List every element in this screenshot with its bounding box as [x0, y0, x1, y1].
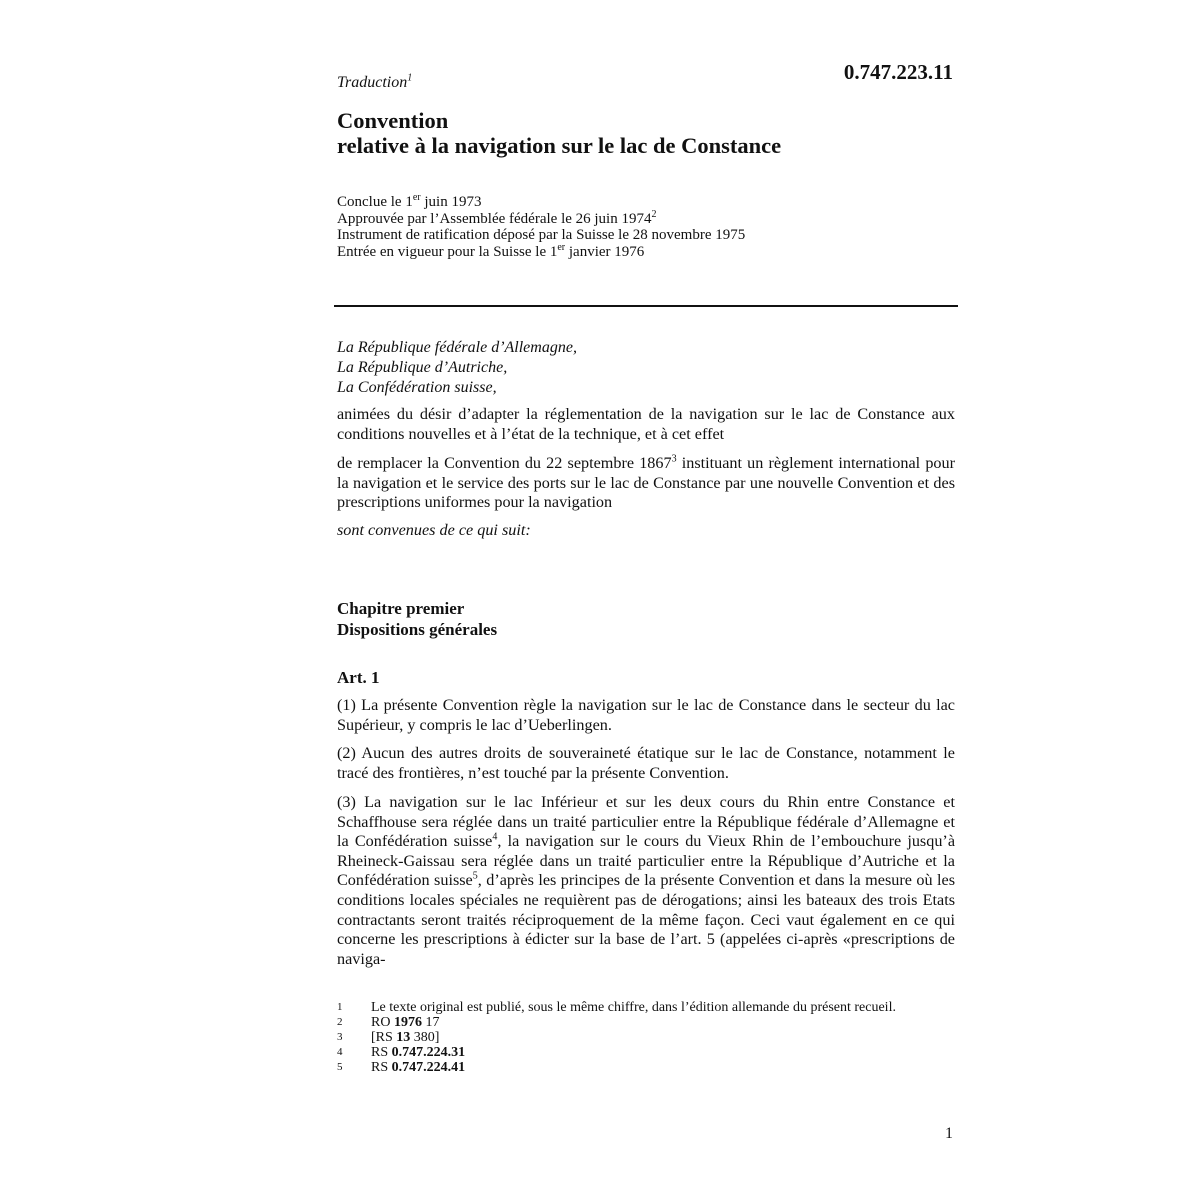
document-metadata [337, 194, 745, 260]
party-switzerland: La Confédération suisse, [337, 379, 497, 396]
approval-date: Approuvée par l’Assemblée fédérale le 26 juin 1974$^2$ [337, 208, 657, 227]
footnote-ref: 3 [671, 453, 677, 465]
ratification-date: Instrument de ratification déposé par la Suisse le 28 novembre 1975 [337, 227, 746, 243]
article-paragraph-3: (3) La navigation sur le lac Inférieur et sur les deux cours du Rhin entre Constance et Schaffhouse sera réglée dans un traité particulier entre la République fédérale d’Allemagne et la Confédération suisse$^4$, la navigation sur le cours du Vieux Rhin de l’embouchure jusqu’à Rheineck-Gaissau sera réglée dans un traité particulier entre la République d’Autriche et la Confédération suisse$^5$, d’après les principes de la présente Convention et dans la mesure où les conditions locales spéciales ne requièrent pas de dérogations; ainsi les bateaux des trois Etats contractants seront traités réciproquement de la même façon. Ceci vaut également en ce qui concerne les prescriptions à édicter sur la base de l’art. 5 (appelées ci-après «prescriptions de naviga- [337, 793, 955, 968]
footnote-ref: 2 [651, 208, 657, 220]
party-germany: La République fédérale d’Allemagne, [337, 339, 577, 356]
chapter-heading [337, 598, 497, 640]
preamble-paragraph-2: de remplacer la Convention du 22 septembre 1867$^3$ instituant un règlement international pour la navigation et le service des ports sur le lac de Constance par une nouvelle Convention et des prescriptions uniformes pour la navigation [337, 453, 955, 512]
article-paragraph-1: (1) La présente Convention règle la navigation sur le lac de Constance dans le secteur du lac Supérieur, y compris le lac d’Ueberlingen. [337, 696, 955, 734]
chapter-title: Dispositions générales [337, 620, 498, 639]
title-line-2: relative à la navigation sur le lac de Constance [337, 133, 782, 158]
sr-number: 0.747.223.11 [843, 60, 953, 84]
footnote: 5 RS 0.747.224.41 [337, 1060, 466, 1075]
conclusion-date: Conclue le 1er juin 1973 [337, 192, 482, 210]
translation-label: Traduction$^1$ [337, 72, 413, 91]
footnote-ref: 4 [492, 831, 498, 843]
preamble-closing: sont convenues de ce qui suit: [337, 521, 531, 539]
footnote: 1 Le texte original est publié, sous le même chiffre, dans l’édition allemande du présent recueil. [337, 1000, 896, 1015]
divider [334, 305, 958, 307]
document-page [337, 0, 957, 1200]
article-heading: Art. 1 [337, 668, 380, 687]
footnote-ref: 5 [472, 870, 478, 882]
contracting-parties [337, 338, 577, 398]
page-number: 1 [945, 1125, 953, 1142]
footnote: 3 [RS 13 380] [337, 1030, 440, 1045]
entry-into-force-date: Entrée en vigueur pour la Suisse le 1er janvier 1976 [337, 241, 645, 260]
party-austria: La République d’Autriche, [337, 359, 508, 376]
footnotes [337, 1000, 937, 1075]
footnote-ref: 1 [407, 72, 413, 84]
title-line-1: Convention [337, 108, 449, 133]
footnote: 4 RS 0.747.224.31 [337, 1045, 466, 1060]
preamble-paragraph-1: animées du désir d’adapter la réglementation de la navigation sur le lac de Constance aux conditions nouvelles et à l’état de la technique, et à cet effet [337, 405, 955, 443]
chapter-number: Chapitre premier [337, 599, 465, 618]
footnote: 2 RO 1976 17 [337, 1015, 440, 1030]
document-title [337, 108, 781, 158]
article-paragraph-2: (2) Aucun des autres droits de souveraineté étatique sur le lac de Constance, notamment le tracé des frontières, n’est touché par la présente Convention. [337, 744, 955, 782]
